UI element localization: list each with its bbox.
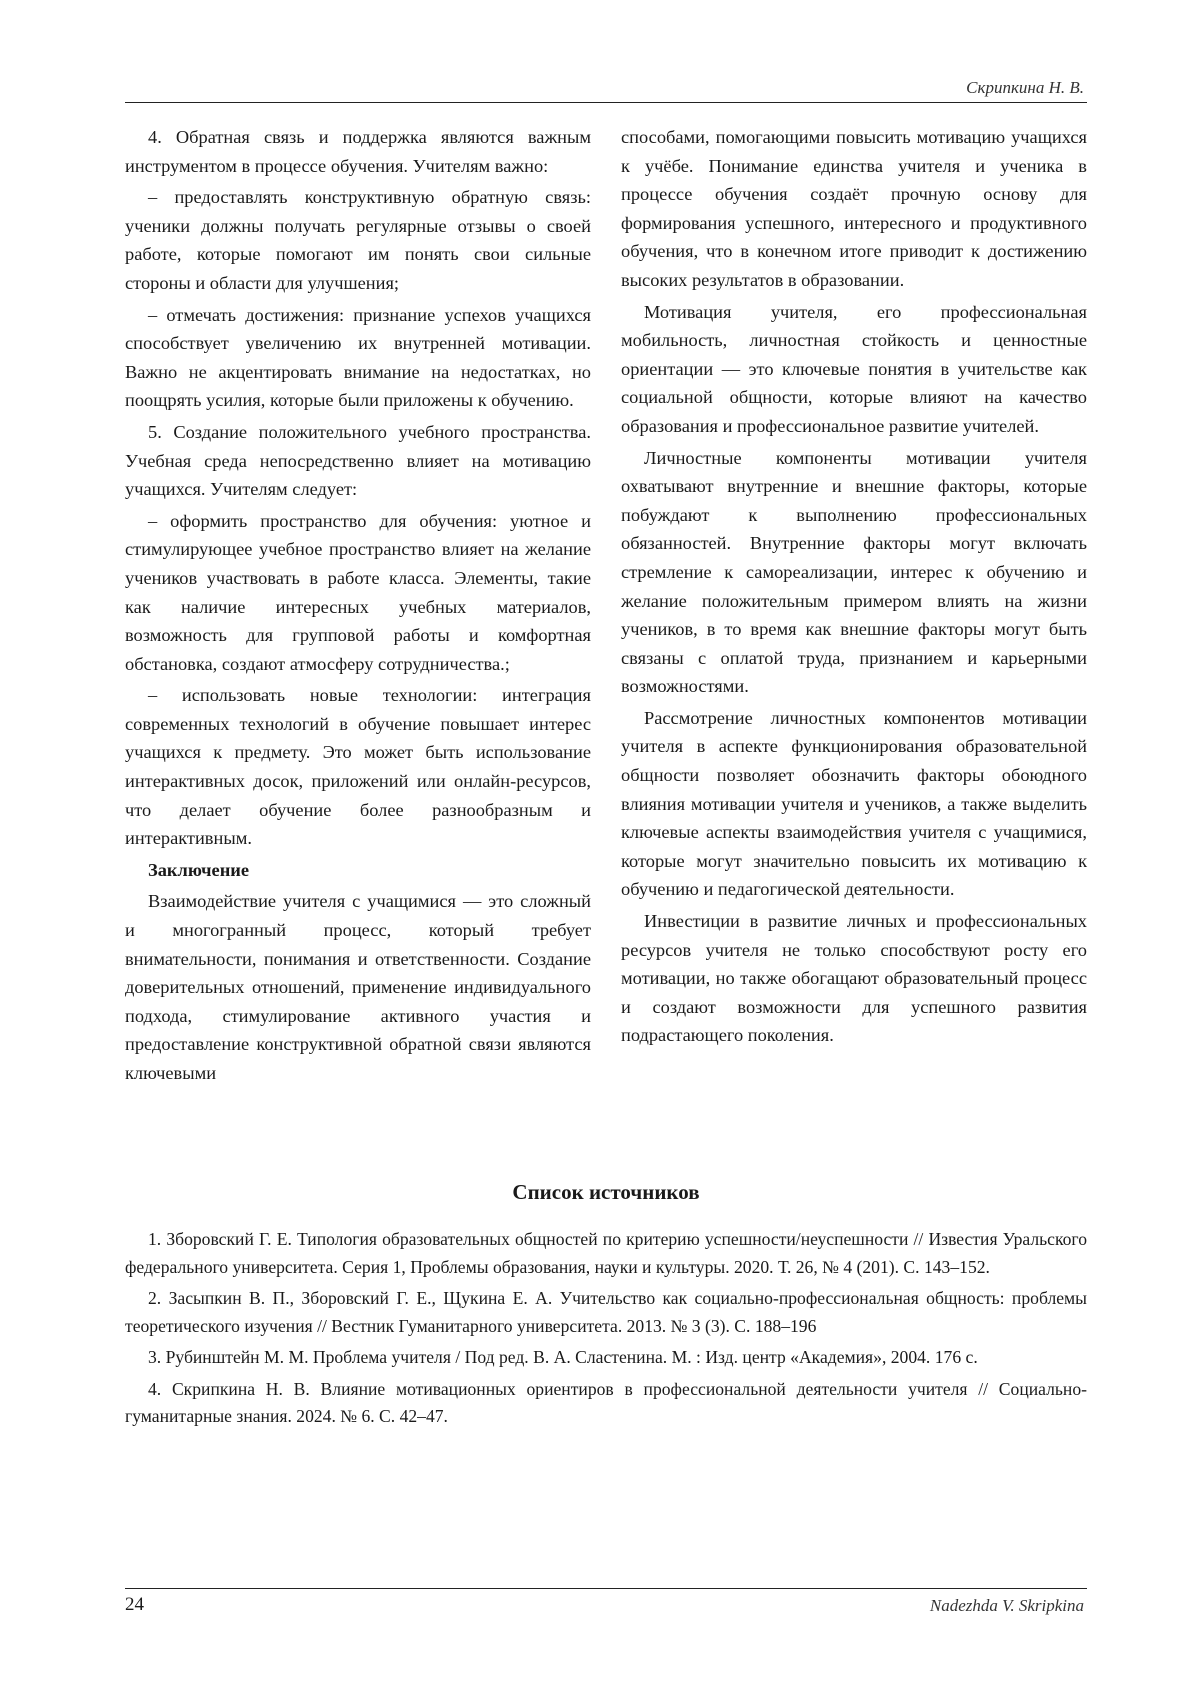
reference-item: 1. Зборовский Г. Е. Типология образовательных общностей по критерию успешности/неуспешности // Известия Уральского федерального университета. Серия 1, Проблемы образования, науки и культуры. 2020. Т. 26, № 4 (201). С. 143–152. (125, 1229, 1087, 1277)
article-body (125, 123, 1087, 1091)
page-number: 24 (125, 1594, 144, 1615)
footer-rule (125, 1588, 1087, 1589)
body-paragraph: Инвестиции в развитие личных и профессиональных ресурсов учителя не только способствуют росту его мотивации, но также обогащают образовательный процесс и создают возможности для успешного развития подрастающего поколения. (621, 911, 1087, 1046)
left-column (125, 123, 591, 1091)
references-list (125, 1226, 1087, 1435)
running-header-author: Скрипкина Н. В. (966, 78, 1084, 97)
body-paragraph: Мотивация учителя, его профессиональная мобильность, личностная стойкость и ценностные ориентации — это ключевые понятия в учительстве как социальной общности, которые влияют на качество образования и профессиональное развитие учителей. (621, 301, 1087, 436)
conclusion-paragraph: Взаимодействие учителя с учащимися — это сложный и многогранный процесс, который требует внимательности, понимания и ответственности. Создание доверительных отношений, применение индивидуального подхода, стимулирование активного участия и предоставление конструктивной обратной связи являются ключевыми (125, 891, 591, 1083)
header-rule (125, 102, 1087, 103)
body-paragraph: способами, помогающими повысить мотивацию учащихся к учёбе. Понимание единства учителя и ученика в процессе обучения создаёт прочную основу для формирования успешного, интересного и продуктивного обучения, что в конечном итоге приводит к достижению высоких результатов в образовании. (621, 127, 1087, 290)
body-paragraph: – оформить пространство для обучения: уютное и стимулирующее учебное пространство влияет на желание учеников участвовать в работе класса. Элементы, такие как наличие интересных учебных материалов, возможность для групповой работы и комфортная обстановка, создают атмосферу сотрудничества.; (125, 510, 591, 674)
body-paragraph: 5. Создание положительного учебного пространства. Учебная среда непосредственно влияет на мотивацию учащихся. Учителям следует: (125, 421, 591, 500)
conclusion-heading: Заключение (148, 859, 250, 880)
running-footer-author: Nadezhda V. Skripkina (929, 1596, 1084, 1615)
body-paragraph: – предоставлять конструктивную обратную связь: ученики должны получать регулярные отзывы о своей работе, которые помогают им понять свои сильные стороны и области для улучшения; (125, 187, 591, 293)
body-paragraph: – использовать новые технологии: интеграция современных технологий в обучение повышает интерес учащихся к предмету. Это может быть использование интерактивных досок, приложений или онлайн-ресурсов, что делает обучение более разнообразным и интерактивным. (125, 685, 591, 849)
reference-item: 4. Скрипкина Н. В. Влияние мотивационных ориентиров в профессиональной деятельности учителя // Социально-гуманитарные знания. 2024. № 6. С. 42–47. (125, 1378, 1087, 1426)
body-paragraph: Рассмотрение личностных компонентов мотивации учителя в аспекте функционирования образовательной общности позволяет обозначить факторы обоюдного влияния мотивации учителя и учеников, а также выделить ключевые аспекты взаимодействия учителя с учащимися, которые могут значительно повысить их мотивацию к обучению и педагогической деятельности. (621, 707, 1087, 900)
references-title: Список источников (512, 1180, 700, 1204)
reference-item: 3. Рубинштейн М. М. Проблема учителя / Под ред. В. А. Сластенина. М. : Изд. центр «Академия», 2004. 176 с. (148, 1347, 978, 1367)
body-paragraph: 4. Обратная связь и поддержка являются важным инструментом в процессе обучения. Учителям важно: (125, 127, 591, 176)
body-paragraph: Личностные компоненты мотивации учителя охватывают внутренние и внешние факторы, которые побуждают к выполнению профессиональных обязанностей. Внутренние факторы могут включать стремление к самореализации, интерес к обучению и желание положительным примером влиять на жизни учеников, в то время как внешние факторы могут быть связаны с оплатой труда, признанием и карьерными возможностями. (621, 447, 1087, 697)
body-paragraph: – отмечать достижения: признание успехов учащихся способствует увеличению их внутренней мотивации. Важно не акцентировать внимание на недостатках, но поощрять усилия, которые были приложены к обучению. (125, 304, 591, 411)
right-column (621, 123, 1087, 1091)
reference-item: 2. Засыпкин В. П., Зборовский Г. Е., Щукина Е. А. Учительство как социально-профессиональная общность: проблемы теоретического изучения // Вестник Гуманитарного университета. 2013. № 3 (3). С. 188–196 (125, 1288, 1087, 1336)
